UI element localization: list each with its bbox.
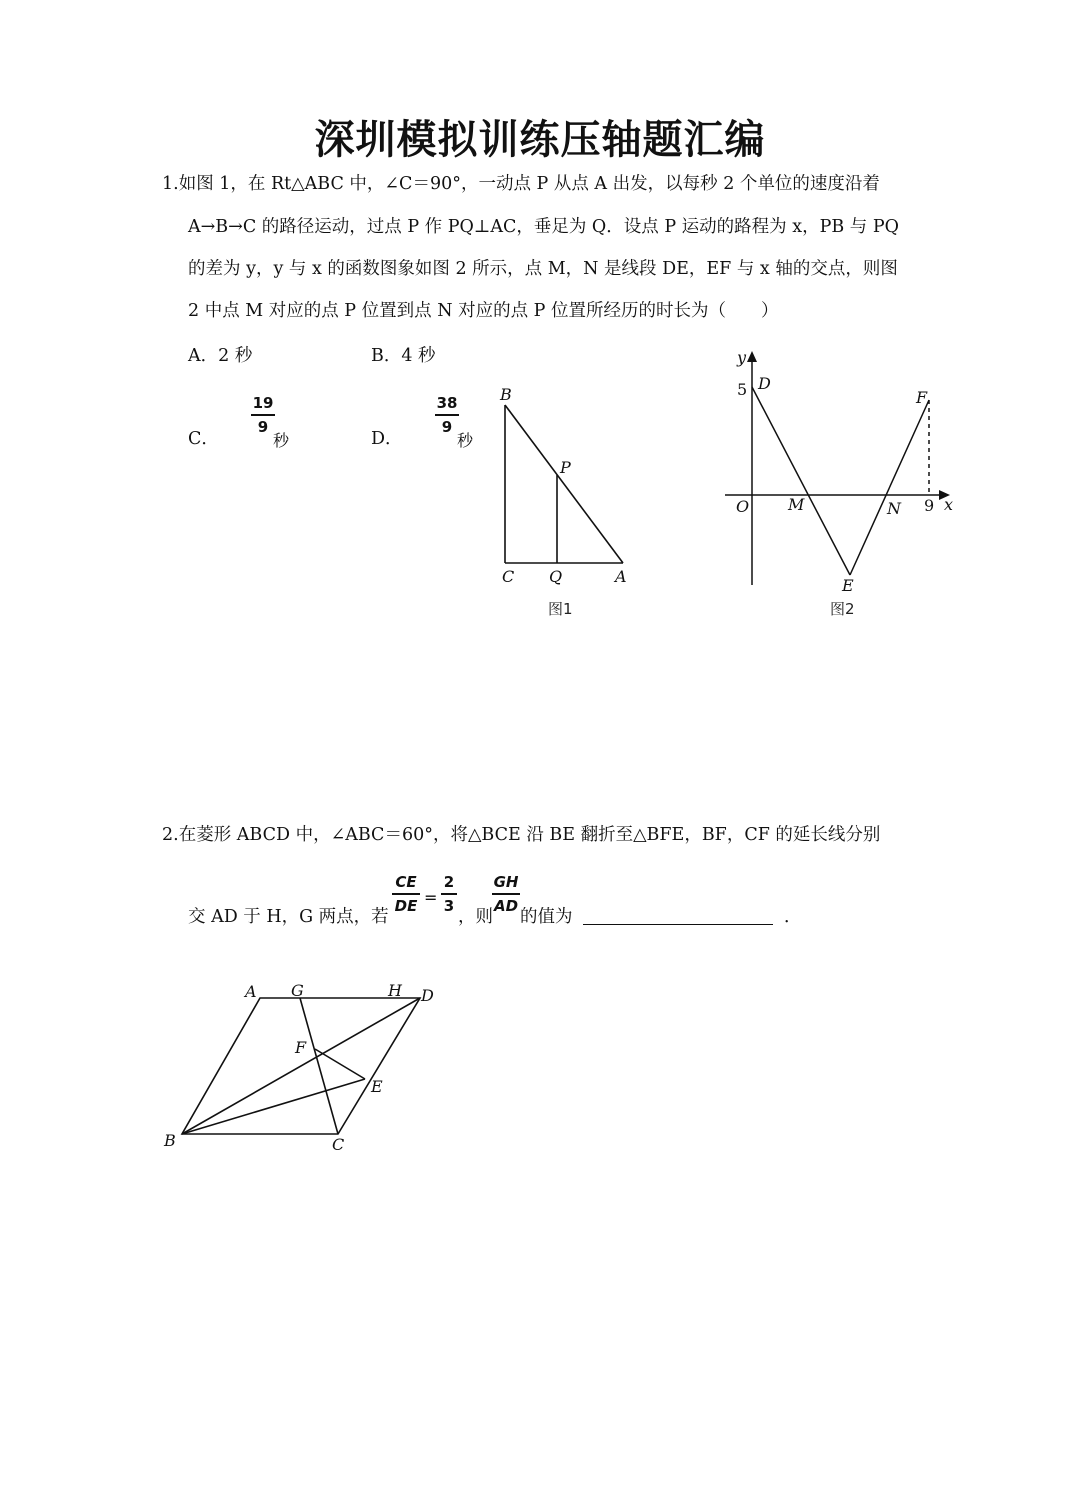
label-q: Q xyxy=(549,567,563,586)
fraction-bar xyxy=(392,893,420,895)
option-c-denominator: 9 xyxy=(257,418,269,436)
label-c: C xyxy=(332,1135,345,1154)
side-ab xyxy=(505,405,623,563)
option-c-fraction xyxy=(251,394,275,436)
option-d-fraction xyxy=(435,394,459,436)
label-x: x xyxy=(944,495,954,514)
label-n: N xyxy=(887,499,901,518)
fraction-numerator: CE xyxy=(395,873,417,891)
option-c-unit: 秒 xyxy=(273,431,290,450)
fraction-bar xyxy=(251,414,275,416)
fraction-bar xyxy=(441,893,457,895)
option-a: A．2 秒 xyxy=(188,346,253,366)
y-axis-arrow xyxy=(747,351,757,362)
equals-sign: = xyxy=(424,888,438,907)
label-h: H xyxy=(388,981,402,1000)
segment-fe xyxy=(315,1049,365,1079)
figure-2 xyxy=(720,345,970,630)
segment-ef xyxy=(850,400,929,575)
label-b: B xyxy=(164,1131,176,1150)
q1-line-1: 1.如图 1，在 Rt△ABC 中，∠C＝90°，一动点 P 从点 A 出发，以每秒 2 个单位的速度沿着 xyxy=(162,174,880,194)
option-d-numerator: 38 xyxy=(436,394,458,412)
option-d-denominator: 9 xyxy=(441,418,453,436)
label-y: y xyxy=(737,348,747,367)
q2-mid-text: ，则 xyxy=(458,907,493,927)
q1-line-2: A→B→C 的路径运动，过点 P 作 PQ⊥AC，垂足为 Q．设点 P 运动的路程为 x，PB 与 PQ xyxy=(188,217,899,237)
label-m: M xyxy=(788,495,805,514)
figure-1-caption: 图1 xyxy=(548,600,573,618)
q1-line-4: 2 中点 M 对应的点 P 位置到点 N 对应的点 P 位置所经历的时长为（ ） xyxy=(188,301,779,321)
label-e: E xyxy=(371,1077,383,1096)
label-e: E xyxy=(842,576,854,595)
segment-de xyxy=(752,387,850,575)
label-a: A xyxy=(245,982,257,1001)
answer-blank[interactable] xyxy=(583,924,773,925)
label-f: F xyxy=(916,388,928,407)
fraction-bar xyxy=(435,414,459,416)
label-f: F xyxy=(295,1038,307,1057)
fraction-denominator: AD xyxy=(493,897,519,915)
label-d: D xyxy=(421,986,434,1005)
label-o: O xyxy=(736,497,750,516)
figure-1 xyxy=(490,380,640,625)
label-c: C xyxy=(502,567,515,586)
fraction-ce-de xyxy=(392,873,420,915)
option-c-numerator: 19 xyxy=(252,394,274,412)
figure-2-caption: 图2 xyxy=(830,600,855,618)
option-d-label: D． xyxy=(371,429,403,449)
q1-line-3: 的差为 y，y 与 x 的函数图象如图 2 所示，点 M，N 是线段 DE，EF 与 x 轴的交点，则图 xyxy=(188,259,898,279)
label-a: A xyxy=(615,567,627,586)
option-c-label: C． xyxy=(188,429,219,449)
fraction-denominator: DE xyxy=(394,897,418,915)
q2-line-2-prefix: 交 AD 于 H，G 两点，若 xyxy=(188,907,389,927)
fraction-bar xyxy=(492,893,520,895)
fraction-numerator: 2 xyxy=(443,873,455,891)
segment-bh xyxy=(182,998,420,1134)
label-b: B xyxy=(500,385,512,404)
label-p: P xyxy=(560,458,571,477)
segment-gc xyxy=(300,998,338,1134)
q2-line-1: 2.在菱形 ABCD 中，∠ABC＝60°，将△BCE 沿 BE 翻折至△BFE，BF，CF 的延长线分别 xyxy=(162,825,881,845)
label-9: 9 xyxy=(924,496,935,515)
figure-rhombus xyxy=(155,975,455,1160)
page-title: 深圳模拟训练压轴题汇编 xyxy=(314,117,766,163)
fraction-gh-ad xyxy=(492,873,520,915)
option-d-unit: 秒 xyxy=(457,431,474,450)
label-g: G xyxy=(291,981,304,1000)
fraction-denominator: 3 xyxy=(443,897,455,915)
label-d: D xyxy=(758,374,771,393)
label-5: 5 xyxy=(737,380,748,399)
fraction-numerator: GH xyxy=(493,873,519,891)
q2-suffix: 的值为 xyxy=(520,907,573,927)
fraction-2-3 xyxy=(441,873,457,915)
q2-end-mark: ． xyxy=(784,907,802,927)
option-b: B．4 秒 xyxy=(371,346,436,366)
